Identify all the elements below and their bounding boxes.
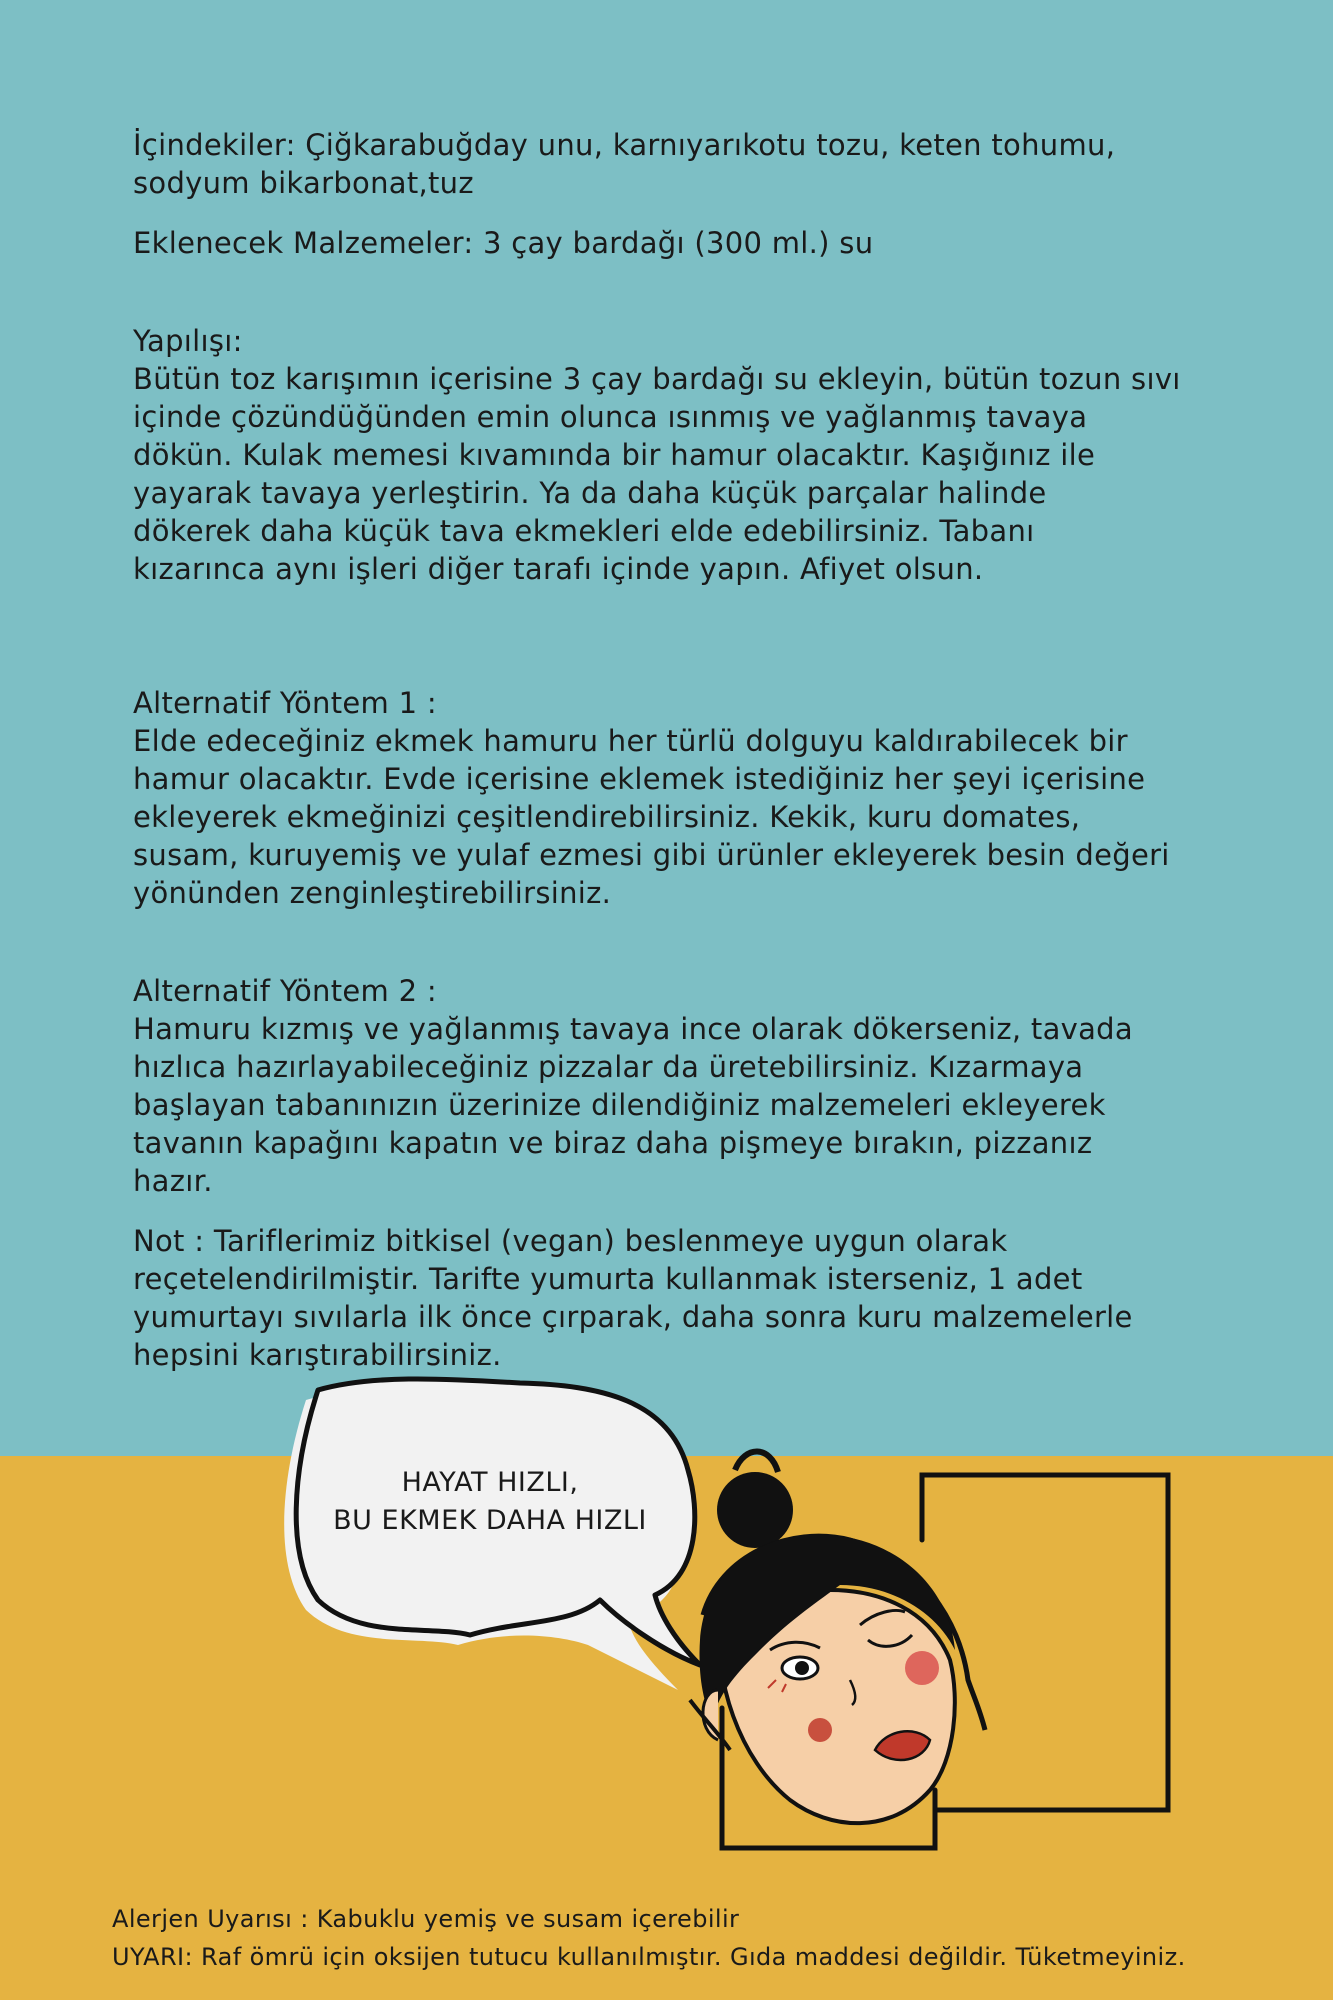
warning-text: UYARI: Raf ömrü için oksijen tutucu kullanılmıştır. Gıda maddesi değildir. Tüketmeyiniz. bbox=[112, 1943, 1186, 1971]
alternative-method-2-line: tavanın kapağını kapatın ve biraz daha pişmeye bırakın, pizzanız bbox=[133, 1126, 1093, 1160]
note-line: yumurtayı sıvılarla ilk önce çırparak, daha sonra kuru malzemelerle bbox=[133, 1300, 1133, 1334]
preparation-line: yayarak tavaya yerleştirin. Ya da daha küçük parçalar halinde bbox=[133, 476, 1047, 510]
preparation-line: Bütün toz karışımın içerisine 3 çay bardağı su ekleyin, bütün tozun sıvı bbox=[133, 362, 1181, 396]
speech-bubble-text bbox=[310, 1464, 670, 1540]
bun-loop bbox=[735, 1451, 778, 1472]
alternative-method-2-line: hazır. bbox=[133, 1164, 213, 1198]
ingredients-line: İçindekiler: Çiğkarabuğday unu, karnıyarıkotu tozu, keten tohumu, bbox=[133, 128, 1116, 162]
preparation-title: Yapılışı: bbox=[133, 324, 243, 358]
alternative-method-1-line: Elde edeceğiniz ekmek hamuru her türlü dolguyu kaldırabilecek bir bbox=[133, 724, 1128, 758]
preparation-line: kızarınca aynı işleri diğer tarafı içinde yapın. Afiyet olsun. bbox=[133, 552, 984, 586]
preparation-line: dökün. Kulak memesi kıvamında bir hamur olacaktır. Kaşığınız ile bbox=[133, 438, 1096, 472]
cheek-left bbox=[808, 1718, 832, 1742]
preparation-line: içinde çözündüğünden emin olunca ısınmış ve yağlanmış tavaya bbox=[133, 400, 1088, 434]
allergen-warning: Alerjen Uyarısı : Kabuklu yemiş ve susam içerebilir bbox=[112, 1905, 740, 1933]
bubble-line: BU EKMEK DAHA HIZLI bbox=[333, 1505, 647, 1536]
alternative-method-1-line: hamur olacaktır. Evde içerisine eklemek istediğiniz her şeyi içerisine bbox=[133, 762, 1146, 796]
alternative-method-1-line: ekleyerek ekmeğinizi çeşitlendirebilirsiniz. Kekik, kuru domates, bbox=[133, 800, 1081, 834]
alternative-method-1-title: Alternatif Yöntem 1 : bbox=[133, 686, 437, 720]
cheek-right bbox=[905, 1651, 939, 1685]
alternative-method-2-line: Hamuru kızmış ve yağlanmış tavaya ince olarak dökerseniz, tavada bbox=[133, 1012, 1133, 1046]
alternative-method-2-line: hızlıca hazırlayabileceğiniz pizzalar da üretebilirsiniz. Kızarmaya bbox=[133, 1050, 1084, 1084]
alternative-method-1-line: susam, kuruyemiş ve yulaf ezmesi gibi ürünler ekleyerek besin değeri bbox=[133, 838, 1170, 872]
alternative-method-1-line: yönünden zenginleştirebilirsiniz. bbox=[133, 876, 612, 910]
note-line: Not : Tariflerimiz bitkisel (vegan) beslenmeye uygun olarak bbox=[133, 1224, 1008, 1258]
note-line: reçetelendirilmiştir. Tarifte yumurta kullanmak isterseniz, 1 adet bbox=[133, 1262, 1083, 1296]
alternative-method-2-line: başlayan tabanınızın üzerinize dilendiğiniz malzemeleri ekleyerek bbox=[133, 1088, 1106, 1122]
note-line: hepsini karıştırabilirsiniz. bbox=[133, 1338, 502, 1372]
ingredients-line: sodyum bikarbonat,tuz bbox=[133, 166, 474, 200]
alternative-method-2-title: Alternatif Yöntem 2 : bbox=[133, 974, 437, 1008]
footer-warnings bbox=[112, 1900, 1327, 1976]
preparation-line: dökerek daha küçük tava ekmekleri elde edebilirsiniz. Tabanı bbox=[133, 514, 1035, 548]
added-ingredients-line: Eklenecek Malzemeler: 3 çay bardağı (300 ml.) su bbox=[133, 226, 874, 260]
bubble-line: HAYAT HIZLI, bbox=[401, 1467, 579, 1498]
eye-pupil bbox=[795, 1661, 809, 1675]
hair-bun bbox=[717, 1472, 793, 1548]
character-illustration bbox=[690, 1451, 985, 1823]
